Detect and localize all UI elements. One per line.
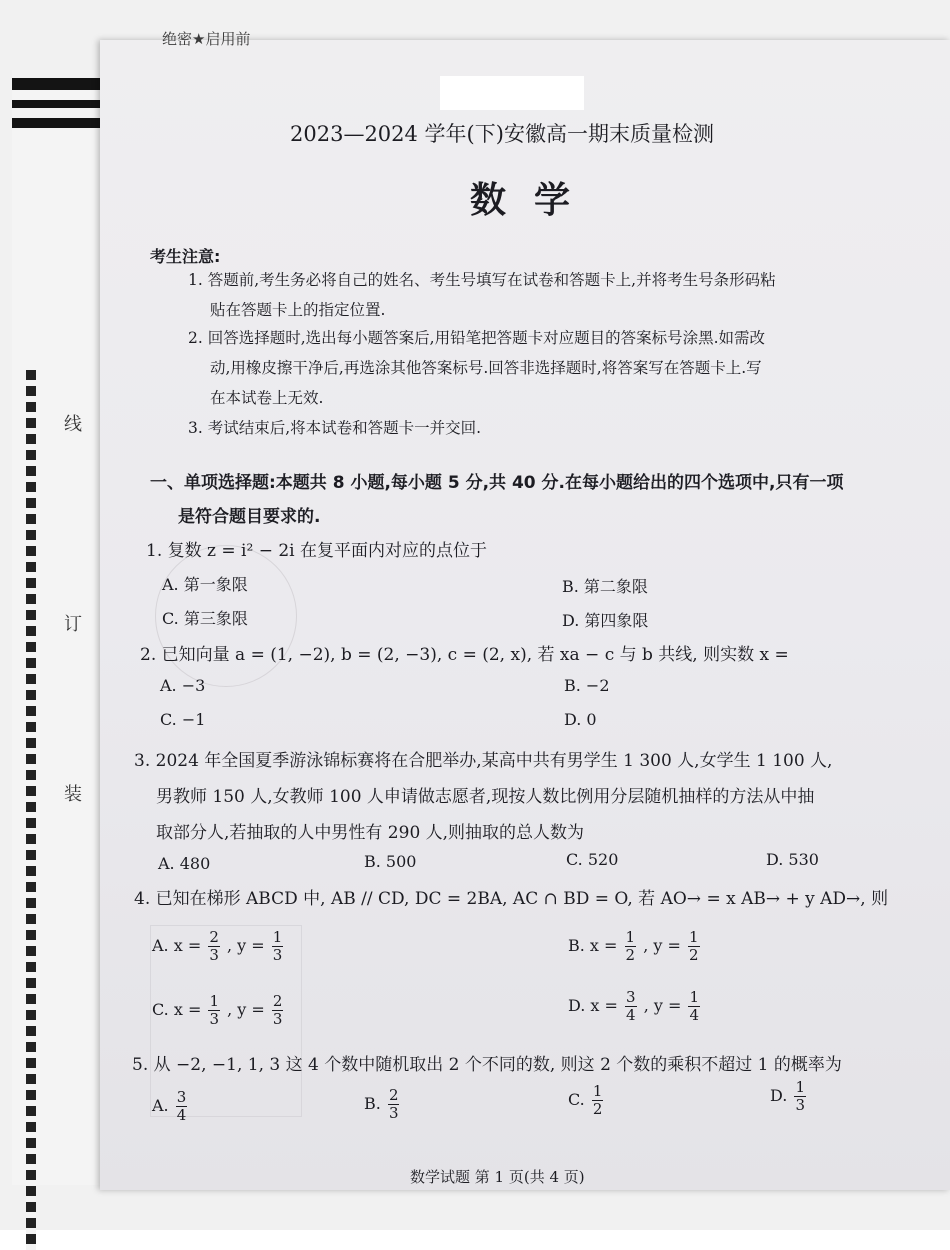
q3-option-a: A. 480 [158, 854, 211, 873]
q5-d-label: D. [770, 1086, 788, 1105]
binding-bar [12, 118, 104, 128]
numerator: 3 [176, 1088, 187, 1106]
binding-label-xian: 线 [64, 414, 82, 435]
q4-d-y-fraction [688, 990, 700, 1023]
numerator: 1 [625, 928, 636, 946]
q5-b-fraction [388, 1088, 400, 1121]
denominator: 4 [626, 1006, 636, 1024]
numerator: 1 [592, 1082, 603, 1100]
q4-c-y-fraction [272, 994, 284, 1027]
q4-a-sep: , y = [226, 936, 265, 955]
numerator: 2 [272, 992, 283, 1010]
q5-d-fraction [794, 1080, 806, 1113]
q1-option-d: D. 第四象限 [562, 611, 649, 630]
q4-b-x-fraction [625, 930, 637, 963]
q5-option-a [152, 1090, 189, 1123]
binding-label-ding: 订 [64, 614, 82, 635]
denominator: 3 [209, 1010, 219, 1028]
q5-option-d [770, 1080, 808, 1113]
denominator: 3 [272, 946, 283, 964]
q5-a-fraction [176, 1090, 188, 1123]
q4-option-a [152, 930, 285, 963]
question-3-line: 男教师 150 人,女教师 100 人申请做志愿者,现按人数比例用分层随机抽样的方法从中抽 [156, 787, 815, 807]
q3-option-b: B. 500 [364, 852, 417, 871]
denominator: 3 [209, 946, 219, 964]
q4-a-label: A. x = [152, 936, 202, 955]
q2-option-c: C. −1 [160, 710, 206, 729]
subject-title: 数学 [470, 180, 599, 221]
q4-b-y-fraction [688, 930, 700, 963]
q5-c-label: C. [568, 1090, 585, 1109]
notice-heading: 考生注意: [150, 247, 221, 266]
q5-option-b [364, 1088, 401, 1121]
binding-bar [12, 78, 104, 90]
q4-c-label: C. x = [152, 1000, 202, 1019]
section-heading-cont: 是符合题目要求的. [178, 507, 321, 527]
numerator: 2 [209, 928, 219, 946]
notice-line: 在本试卷上无效. [210, 389, 324, 407]
q1-option-b: B. 第二象限 [562, 577, 648, 596]
notice-line: 动,用橡皮擦干净后,再选涂其他答案标号.回答非选择题时,将答案写在答题卡上.写 [210, 359, 762, 377]
notice-line: 1. 答题前,考生务必将自己的姓名、考生号填写在试卷和答题卡上,并将考生号条形码粘 [188, 271, 776, 289]
q4-b-sep: , y = [643, 936, 681, 955]
denominator: 2 [625, 946, 636, 964]
q5-option-c [568, 1084, 605, 1117]
q4-a-x-fraction [208, 930, 220, 963]
q4-c-x-fraction [208, 994, 220, 1027]
denominator: 3 [795, 1096, 805, 1114]
q3-option-d: D. 530 [766, 850, 819, 869]
numerator: 1 [688, 928, 699, 946]
q2-option-d: D. 0 [564, 710, 597, 729]
binding-marks [26, 370, 36, 1250]
denominator: 3 [272, 1010, 283, 1028]
q4-b-label: B. x = [568, 936, 618, 955]
denominator: 3 [388, 1104, 399, 1122]
question-4-stem: 4. 已知在梯形 ABCD 中, AB // CD, DC = 2BA, AC ∩ BD = O, 若 AO→ = x AB→ + y AD→, 则 [134, 889, 889, 909]
q2-option-a: A. −3 [160, 676, 206, 695]
q5-a-label: A. [152, 1096, 169, 1115]
numerator: 1 [209, 992, 219, 1010]
q5-c-fraction [592, 1084, 604, 1117]
numerator: 1 [795, 1078, 805, 1096]
q4-d-x-fraction [625, 990, 637, 1023]
question-2-stem: 2. 已知向量 a = (1, −2), b = (2, −3), c = (2, x), 若 xa − c 与 b 共线, 则实数 x = [140, 645, 789, 665]
numerator: 2 [388, 1086, 399, 1104]
question-1-stem: 1. 复数 z = i² − 2i 在复平面内对应的点位于 [146, 541, 487, 561]
confidential-header: 绝密★启用前 [162, 30, 251, 48]
section-heading: 一、单项选择题:本题共 8 小题,每小题 5 分,共 40 分.在每小题给出的四个选项中,只有一项 [150, 473, 844, 493]
denominator: 2 [688, 946, 699, 964]
redaction-box [440, 76, 584, 110]
denominator: 2 [592, 1100, 603, 1118]
binding-bar [12, 100, 104, 108]
q4-option-b [568, 930, 702, 963]
q1-option-c: C. 第三象限 [162, 609, 248, 628]
question-5-stem: 5. 从 −2, −1, 1, 3 这 4 个数中随机取出 2 个不同的数, 则这 2 个数的乘积不超过 1 的概率为 [132, 1055, 842, 1075]
q1-option-a: A. 第一象限 [162, 575, 248, 594]
q4-c-sep: , y = [227, 1000, 265, 1019]
binding-strip [12, 70, 100, 1185]
question-3-line: 取部分人,若抽取的人中男性有 290 人,则抽取的总人数为 [156, 823, 585, 843]
denominator: 4 [689, 1006, 700, 1024]
page-footer: 数学试题 第 1 页(共 4 页) [410, 1168, 585, 1186]
notice-line: 3. 考试结束后,将本试卷和答题卡一并交回. [188, 419, 482, 437]
q4-d-sep: , y = [643, 996, 682, 1015]
numerator: 3 [626, 988, 636, 1006]
q2-option-b: B. −2 [564, 676, 610, 695]
notice-line: 2. 回答选择题时,选出每小题答案后,用铅笔把答题卡对应题目的答案标号涂黑.如需改 [188, 329, 765, 347]
q4-option-d [568, 990, 702, 1023]
q4-option-c [152, 994, 285, 1027]
numerator: 1 [272, 928, 283, 946]
q4-d-label: D. x = [568, 996, 618, 1015]
q4-a-y-fraction [272, 930, 284, 963]
notice-line: 贴在答题卡上的指定位置. [210, 301, 386, 319]
binding-label-zhuang: 装 [64, 784, 82, 805]
exam-title: 2023—2024 学年(下)安徽高一期末质量检测 [290, 122, 714, 146]
question-3-line: 3. 2024 年全国夏季游泳锦标赛将在合肥举办,某高中共有男学生 1 300 人,女学生 1 100 人, [134, 751, 833, 771]
numerator: 1 [689, 988, 700, 1006]
q5-b-label: B. [364, 1094, 381, 1113]
denominator: 4 [176, 1106, 187, 1124]
q3-option-c: C. 520 [566, 850, 619, 869]
